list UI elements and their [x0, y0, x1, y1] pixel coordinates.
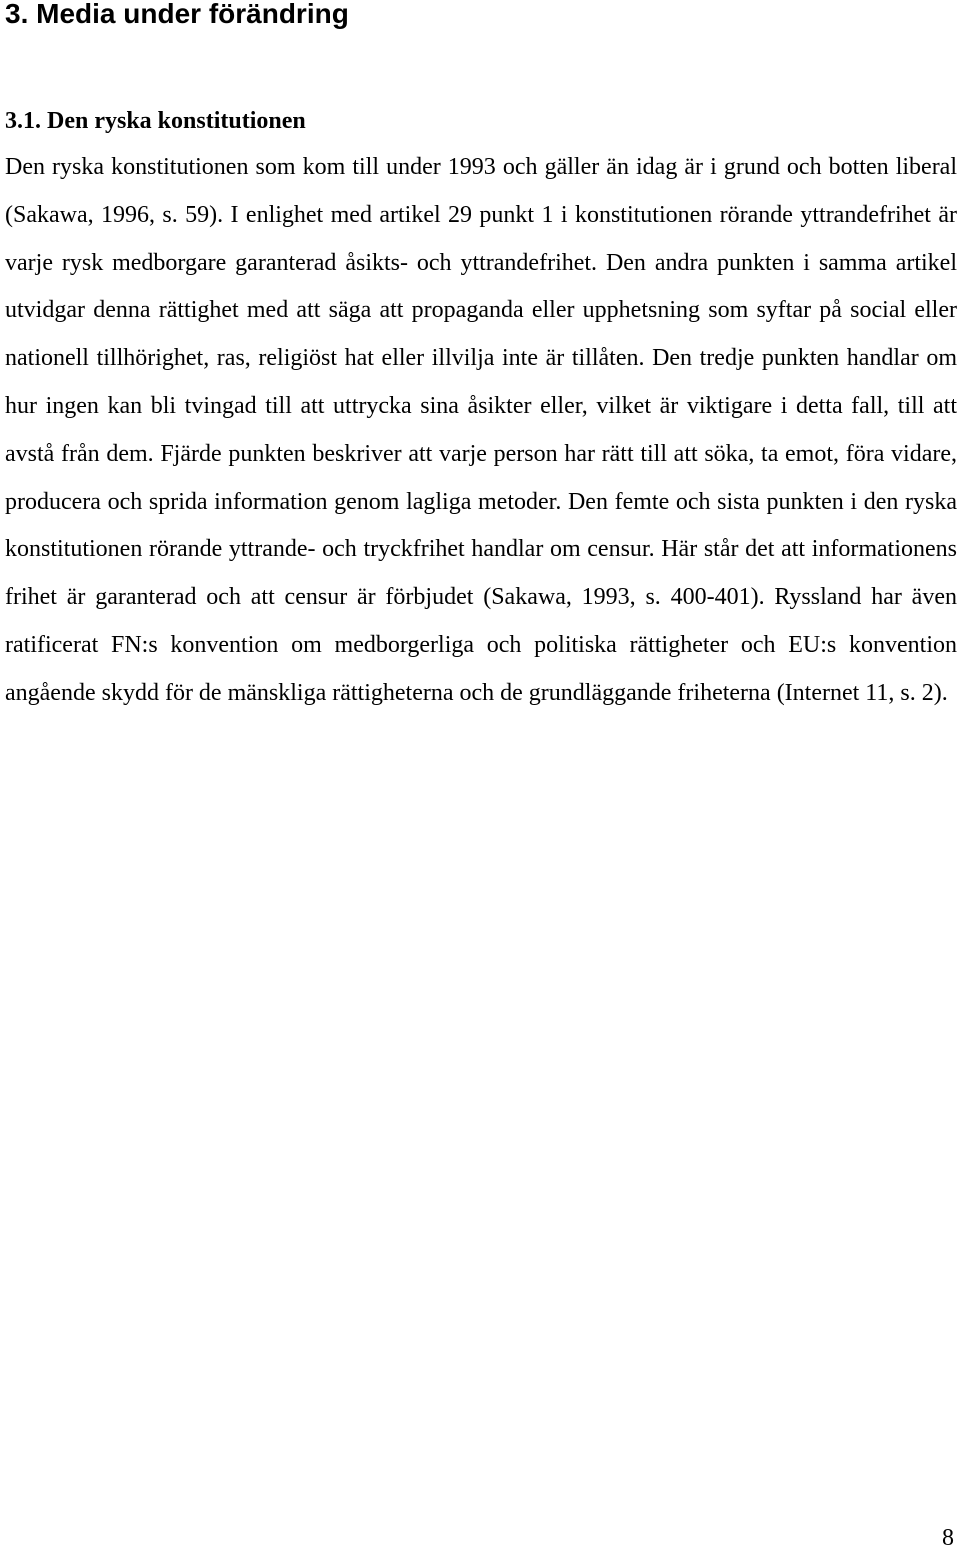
chapter-heading: 3. Media under förändring — [5, 0, 349, 29]
page-number: 8 — [942, 1525, 954, 1551]
section-heading: 3.1. Den ryska konstitutionen — [5, 108, 306, 134]
body-paragraph: Den ryska konstitutionen som kom till under 1993 och gäller än idag är i grund och botten liberal (Sakawa, 1996, s. 59). I enlighet med artikel 29 punkt 1 i konstitutionen rörande yttrandefrihet är varje rysk medborgare garanterad åsikts- och yttrandefrihet. Den andra punkten i samma artikel utvidgar denna rättighet med att säga att propaganda eller upphetsning som syftar på social eller nationell tillhörighet, ras, religiöst hat eller illvilja inte är tillåten. Den tredje punkten handlar om hur ingen kan bli tvingad till att uttrycka sina åsikter eller, vilket är viktigare i detta fall, till att avstå från dem. Fjärde punkten beskriver att varje person har rätt till att söka, ta emot, föra vidare, producera och sprida information genom lagliga metoder. Den femte och sista punkten i den ryska konstitutionen rörande yttrande- och tryckfrihet handlar om censur. Här står det att informationens frihet är garanterad och att censur är förbjudet (Sakawa, 1993, s. 400-401). Ryssland har även ratificerat FN:s konvention om medborgerliga och politiska rättigheter och EU:s konvention angående skydd för de mänskliga rättigheterna och de grundläggande friheterna (Internet 11, s. 2). — [5, 154, 957, 706]
